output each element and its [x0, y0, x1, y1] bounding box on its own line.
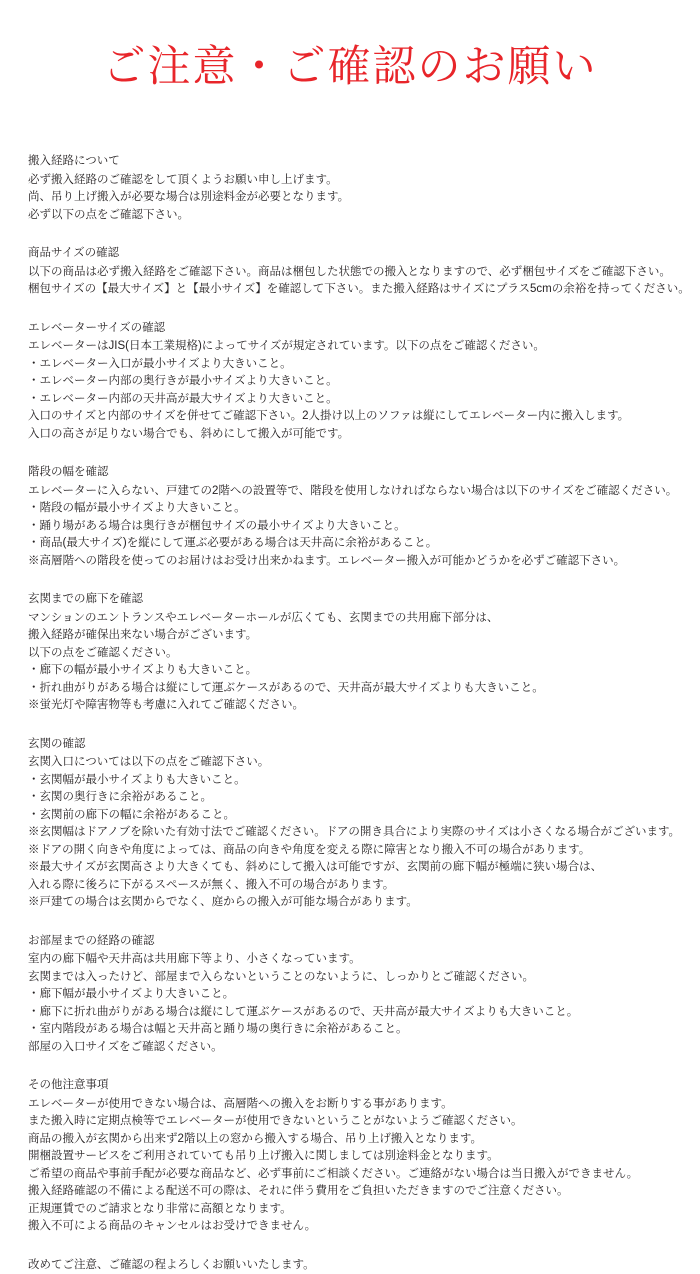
- section-line: ・廊下に折れ曲がりがある場合は縦にして運ぶケースがあるので、天井高が最大サイズよりも大きいこと。: [28, 1005, 579, 1018]
- section-route-to-room: [28, 933, 672, 1057]
- section-line: ・階段の幅が最小サイズより大きいこと。: [28, 502, 246, 515]
- section-product-size: [28, 245, 690, 299]
- section-line: 正規運賃でのご請求となり非常に高額となります。: [28, 1202, 292, 1215]
- section-line: ・エレベーター入口が最小サイズより大きいこと。: [28, 357, 292, 370]
- section-line: エレベーターに入らない、戸建ての2階への設置等で、階段を使用しなければならない場合は以下のサイズをご確認ください。: [28, 484, 678, 497]
- section-heading: 商品サイズの確認: [28, 247, 120, 260]
- section-heading: 玄関までの廊下を確認: [28, 593, 143, 606]
- section-line: 玄関入口については以下の点をご確認下さい。: [28, 756, 270, 769]
- section-heading: お部屋までの経路の確認: [28, 934, 155, 947]
- section-line: ・商品(最大サイズ)を縦にして運ぶ必要がある場合は天井高に余裕があること。: [28, 537, 438, 550]
- section-line: ・エレベーター内部の天井高が最大サイズより大きいこと。: [28, 392, 338, 405]
- section-line: 必ず搬入経路のご確認をして頂くようお願い申し上げます。: [28, 173, 338, 186]
- section-line: ※蛍光灯や障害物等も考慮に入れてご確認ください。: [28, 699, 304, 712]
- section-line: 開梱設置サービスをご利用されていても吊り上げ搬入に関しましては別途料金となります。: [28, 1150, 499, 1163]
- section-line: 搬入経路が確保出来ない場合がございます。: [28, 629, 258, 642]
- section-line: 室内の廊下幅や天井高は共用廊下等より、小さくなっています。: [28, 953, 361, 966]
- section-line: 梱包サイズの【最大サイズ】と【最小サイズ】を確認して下さい。また搬入経路はサイズにプラス5cmの余裕を持ってください。: [28, 283, 690, 296]
- section-line: 部屋の入口サイズをご確認ください。: [28, 1040, 223, 1053]
- section-elevator-size: [28, 320, 672, 444]
- section-line: 商品の搬入が玄関から出来ず2階以上の窓から搬入する場合、吊り上げ搬入となります。: [28, 1132, 482, 1145]
- section-entrance-check: [28, 736, 681, 912]
- closing-line: 改めてご注意、ご確認の程よろしくお願いいたします。: [28, 1258, 315, 1271]
- section-line: マンションのエントランスやエレベーターホールが広くても、玄関までの共用廊下部分は、: [28, 611, 499, 624]
- section-line: また搬入時に定期点検等でエレベーターが使用できないということがないようご確認ください。: [28, 1115, 523, 1128]
- section-line: ・玄関の奥行きに余裕があること。: [28, 791, 212, 804]
- section-line: ・折れ曲がりがある場合は縦にして運ぶケースがあるので、天井高が最大サイズよりも大きいこと。: [28, 681, 544, 694]
- section-line: 搬入経路確認の不備による配送不可の際は、それに伴う費用をご負担いただきますのでご注意ください。: [28, 1185, 569, 1198]
- section-line: ※高層階への階段を使ってのお届けはお受け出来かねます。エレベーター搬入が可能かどうかを必ずご確認下さい。: [28, 554, 626, 567]
- section-line: 以下の商品は必ず搬入経路をご確認下さい。商品は梱包した状態での搬入となりますので、必ず梱包サイズをご確認下さい。: [28, 265, 671, 278]
- section-line: 必ず以下の点をご確認下さい。: [28, 208, 189, 221]
- section-line: ・踊り場がある場合は奥行きが梱包サイズの最小サイズより大きいこと。: [28, 519, 406, 532]
- section-line: ※ドアの開く向きや角度によっては、商品の向きや角度を変える際に障害となり搬入不可の場合があります。: [28, 843, 591, 856]
- section-line: ・エレベーター内部の奥行きが最小サイズより大きいこと。: [28, 375, 338, 388]
- section-line: ※玄関幅はドアノブを除いた有効寸法でご確認ください。ドアの開き具合により実際のサイズは小さくなる場合がございます。: [28, 826, 681, 839]
- section-line: ・玄関前の廊下の幅に余裕があること。: [28, 808, 235, 821]
- section-line: 尚、吊り上げ搬入が必要な場合は別途料金が必要となります。: [28, 191, 350, 204]
- section-line: ・廊下の幅が最小サイズよりも大きいこと。: [28, 664, 258, 677]
- section-stairs-width: [28, 464, 678, 570]
- section-line: ・室内階段がある場合は幅と天井高と踊り場の奥行きに余裕があること。: [28, 1023, 408, 1036]
- section-line: 入口のサイズと内部のサイズを併せてご確認下さい。2人掛け以上のソファは縦にしてエレベーター内に搬入します。: [28, 410, 630, 423]
- page-title: ご注意・ご確認のお願い: [102, 43, 598, 91]
- section-line: 入れる際に後ろに下がるスペースが無く、搬入不可の場合があります。: [28, 878, 395, 891]
- section-line: 搬入不可による商品のキャンセルはお受けできません。: [28, 1220, 317, 1233]
- section-heading: エレベーターサイズの確認: [28, 321, 166, 334]
- section-line: 入口の高さが足りない場合でも、斜めにして搬入が可能です。: [28, 427, 350, 440]
- section-corridor-to-entrance: [28, 591, 672, 715]
- section-line: エレベーターが使用できない場合は、高層階への搬入をお断りする事があります。: [28, 1097, 453, 1110]
- section-heading: 階段の幅を確認: [28, 466, 109, 479]
- section-line: ※戸建ての場合は玄関からでなく、庭からの搬入が可能な場合があります。: [28, 896, 418, 909]
- section-heading: 玄関の確認: [28, 737, 86, 750]
- notice-body: [0, 153, 700, 1274]
- section-line: ※最大サイズが玄関高さより大きくても、斜めにして搬入は可能ですが、玄関前の廊下幅が極端に狭い場合は、: [28, 861, 603, 874]
- section-line: 玄関までは入ったけど、部屋まで入らないということのないように、しっかりとご確認ください。: [28, 970, 534, 983]
- section-line: 以下の点をご確認ください。: [28, 646, 178, 659]
- section-heading: その他注意事項: [28, 1079, 109, 1092]
- section-delivery-route: [28, 153, 672, 224]
- closing-statement: [28, 1257, 672, 1274]
- section-other-notes: [28, 1077, 672, 1236]
- section-line: ・玄関幅が最小サイズよりも大きいこと。: [28, 773, 246, 786]
- section-line: ご希望の商品や事前手配が必要な商品など、必ず事前にご相談ください。ご連絡がない場合は当日搬入ができません。: [28, 1167, 639, 1180]
- section-line: エレベーターはJIS(日本工業規格)によってサイズが規定されています。以下の点をご確認ください。: [28, 340, 545, 353]
- section-line: ・廊下幅が最小サイズより大きいこと。: [28, 988, 235, 1001]
- section-heading: 搬入経路について: [28, 155, 120, 168]
